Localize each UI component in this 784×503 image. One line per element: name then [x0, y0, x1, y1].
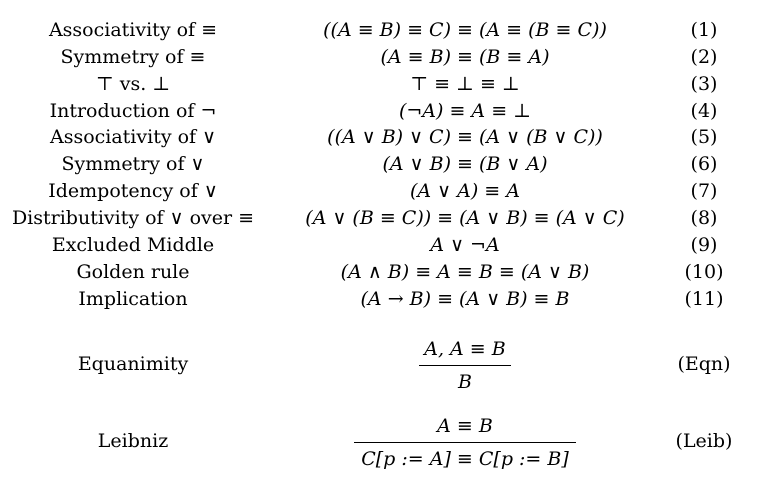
axiom-formula: (A → B) ≡ (A ∨ B) ≡ B: [360, 288, 570, 310]
axiom-formula: ((A ≡ B) ≡ C) ≡ (A ≡ (B ≡ C)): [323, 19, 607, 41]
inference-fraction: [330, 413, 600, 472]
inference-fraction: [330, 336, 600, 395]
axiom-name: Symmetry of ≡: [60, 46, 206, 68]
rule-premise: A ≡ B: [437, 415, 493, 437]
axiom-name: Associativity of ≡: [48, 19, 218, 41]
axiom-row: [0, 286, 784, 313]
equation-number: (11): [684, 288, 724, 310]
rule-name: Equanimity: [77, 353, 189, 375]
equation-number: (6): [690, 153, 718, 175]
axiom-row: [0, 98, 784, 125]
axiom-row: [0, 178, 784, 205]
fraction-bar: [419, 365, 511, 366]
axiom-name: Golden rule: [76, 261, 190, 283]
equation-number: (4): [690, 100, 718, 122]
equation-number: (9): [690, 234, 718, 256]
axiom-name: Idempotency of ∨: [48, 180, 218, 202]
equation-number: (5): [690, 126, 718, 148]
rule-conclusion: B: [458, 371, 472, 393]
rule-tag: (Eqn): [677, 353, 731, 375]
axiom-row: [0, 44, 784, 71]
rule-name: Leibniz: [97, 430, 169, 452]
axiom-formula: (¬A) ≡ A ≡ ⊥: [398, 100, 532, 122]
axiom-name: Implication: [78, 288, 188, 310]
axiom-formula: A ∨ ¬A: [430, 234, 500, 256]
axiom-row: [0, 124, 784, 151]
axiom-name: Symmetry of ∨: [61, 153, 205, 175]
rule-tag: (Leib): [675, 430, 733, 452]
equation-number: (1): [690, 19, 718, 41]
axiom-row: [0, 232, 784, 259]
axiom-formula: ⊤ ≡ ⊥ ≡ ⊥: [410, 73, 520, 95]
axiom-formula: (A ∧ B) ≡ A ≡ B ≡ (A ∨ B): [340, 261, 590, 283]
rule-premise: A, A ≡ B: [424, 338, 506, 360]
axiom-formula: (A ∨ (B ≡ C)) ≡ (A ∨ B) ≡ (A ∨ C): [305, 207, 625, 229]
axiom-formula: ((A ∨ B) ∨ C) ≡ (A ∨ (B ∨ C)): [327, 126, 603, 148]
equation-number: (10): [684, 261, 724, 283]
equation-number: (2): [690, 46, 718, 68]
equation-number: (7): [690, 180, 718, 202]
axiom-row: [0, 71, 784, 98]
axiom-row: [0, 205, 784, 232]
axiom-name: Excluded Middle: [51, 234, 215, 256]
axiom-formula: (A ≡ B) ≡ (B ≡ A): [380, 46, 550, 68]
axiom-name: Associativity of ∨: [49, 126, 217, 148]
axiom-name: Introduction of ¬: [49, 100, 217, 122]
rule-conclusion: C[p := A] ≡ C[p := B]: [361, 448, 569, 470]
fraction-bar: [354, 442, 576, 443]
axiom-row: [0, 259, 784, 286]
equation-number: (8): [690, 207, 718, 229]
equation-number: (3): [690, 73, 718, 95]
axiom-row: [0, 151, 784, 178]
axiom-formula: (A ∨ A) ≡ A: [410, 180, 520, 202]
axiom-row: [0, 17, 784, 44]
axiom-name: Distributivity of ∨ over ≡: [11, 207, 255, 229]
axiom-name: ⊤ vs. ⊥: [95, 73, 171, 95]
axiom-formula: (A ∨ B) ≡ (B ∨ A): [382, 153, 548, 175]
